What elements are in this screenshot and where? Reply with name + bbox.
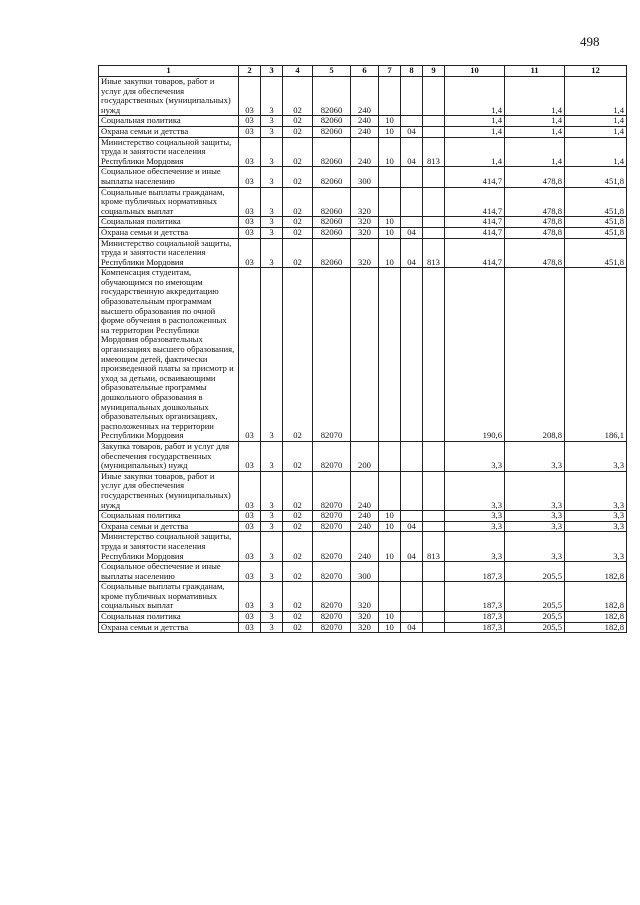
cell-value-col10: 414,7 [445, 217, 505, 228]
cell-col4: 02 [283, 126, 313, 137]
cell-target-code: 82070 [313, 562, 351, 582]
cell-target-code: 82070 [313, 268, 351, 442]
row-name: Министерство социальной защиты, труда и занятости населения Республики Мордовия [99, 532, 239, 562]
table-row [99, 217, 627, 228]
cell-value-col11: 478,8 [505, 238, 565, 268]
cell-col2: 03 [239, 238, 261, 268]
cell-expense-type: 240 [351, 126, 379, 137]
cell-value-col11: 205,5 [505, 622, 565, 633]
cell-value-col12: 1,4 [565, 77, 627, 116]
row-name: Охрана семьи и детства [99, 622, 239, 633]
table-row [99, 521, 627, 532]
cell-value-col11: 205,5 [505, 612, 565, 623]
cell-expense-type: 240 [351, 511, 379, 522]
cell-col4: 02 [283, 532, 313, 562]
cell-target-code: 82070 [313, 622, 351, 633]
cell-value-col12: 451,8 [565, 227, 627, 238]
cell-ministry-code [423, 217, 445, 228]
table-row [99, 582, 627, 612]
cell-value-col11: 478,8 [505, 187, 565, 217]
column-header: 1 [99, 66, 239, 77]
cell-col3: 3 [261, 77, 283, 116]
cell-target-code: 82060 [313, 187, 351, 217]
cell-subsection: 04 [401, 227, 423, 238]
cell-expense-type: 300 [351, 562, 379, 582]
cell-expense-type: 320 [351, 187, 379, 217]
cell-expense-type: 320 [351, 612, 379, 623]
table-row [99, 622, 627, 633]
cell-value-col11: 478,8 [505, 227, 565, 238]
cell-col3: 3 [261, 137, 283, 167]
cell-expense-type: 320 [351, 622, 379, 633]
cell-col2: 03 [239, 532, 261, 562]
cell-section [379, 562, 401, 582]
column-header: 6 [351, 66, 379, 77]
column-header: 12 [565, 66, 627, 77]
cell-col4: 02 [283, 227, 313, 238]
row-name: Социальные выплаты гражданам, кроме публичных нормативных социальных выплат [99, 582, 239, 612]
table-row [99, 187, 627, 217]
cell-subsection [401, 511, 423, 522]
cell-col2: 03 [239, 126, 261, 137]
cell-value-col12: 182,8 [565, 622, 627, 633]
cell-value-col10: 414,7 [445, 187, 505, 217]
column-header: 9 [423, 66, 445, 77]
cell-subsection: 04 [401, 137, 423, 167]
cell-target-code: 82070 [313, 582, 351, 612]
cell-col2: 03 [239, 582, 261, 612]
cell-section: 10 [379, 227, 401, 238]
row-name: Иные закупки товаров, работ и услуг для обеспечения государственных (муниципальных) нужд [99, 77, 239, 116]
cell-col4: 02 [283, 612, 313, 623]
cell-ministry-code [423, 511, 445, 522]
cell-col3: 3 [261, 471, 283, 510]
cell-section: 10 [379, 511, 401, 522]
cell-expense-type: 320 [351, 238, 379, 268]
cell-col3: 3 [261, 126, 283, 137]
cell-expense-type: 320 [351, 217, 379, 228]
cell-col4: 02 [283, 217, 313, 228]
cell-value-col10: 1,4 [445, 126, 505, 137]
cell-value-col10: 1,4 [445, 116, 505, 127]
cell-subsection: 04 [401, 126, 423, 137]
cell-ministry-code [423, 167, 445, 187]
cell-col2: 03 [239, 167, 261, 187]
cell-section: 10 [379, 116, 401, 127]
cell-subsection [401, 582, 423, 612]
cell-section [379, 187, 401, 217]
cell-col4: 02 [283, 622, 313, 633]
cell-value-col12: 3,3 [565, 441, 627, 471]
cell-section [379, 582, 401, 612]
cell-section: 10 [379, 622, 401, 633]
table-body [99, 77, 627, 633]
cell-value-col11: 3,3 [505, 532, 565, 562]
cell-value-col10: 187,3 [445, 612, 505, 623]
cell-value-col10: 3,3 [445, 532, 505, 562]
cell-value-col11: 478,8 [505, 167, 565, 187]
cell-value-col12: 3,3 [565, 532, 627, 562]
cell-target-code: 82060 [313, 227, 351, 238]
cell-value-col11: 3,3 [505, 521, 565, 532]
row-name: Социальная политика [99, 511, 239, 522]
cell-subsection [401, 471, 423, 510]
cell-expense-type: 240 [351, 532, 379, 562]
cell-value-col10: 3,3 [445, 441, 505, 471]
cell-col4: 02 [283, 167, 313, 187]
row-name: Иные закупки товаров, работ и услуг для обеспечения государственных (муниципальных) нужд [99, 471, 239, 510]
cell-col4: 02 [283, 268, 313, 442]
cell-col3: 3 [261, 511, 283, 522]
table-row [99, 167, 627, 187]
cell-section: 10 [379, 532, 401, 562]
table-row [99, 441, 627, 471]
cell-value-col10: 187,3 [445, 582, 505, 612]
table-row [99, 511, 627, 522]
cell-subsection [401, 268, 423, 442]
cell-ministry-code: 813 [423, 532, 445, 562]
cell-ministry-code [423, 116, 445, 127]
cell-value-col10: 414,7 [445, 238, 505, 268]
row-name: Социальные выплаты гражданам, кроме публичных нормативных социальных выплат [99, 187, 239, 217]
cell-value-col12: 451,8 [565, 187, 627, 217]
cell-value-col12: 186,1 [565, 268, 627, 442]
table-header-row [99, 66, 627, 77]
cell-col2: 03 [239, 268, 261, 442]
table-row [99, 116, 627, 127]
cell-col3: 3 [261, 521, 283, 532]
table-row [99, 562, 627, 582]
cell-ministry-code [423, 77, 445, 116]
cell-col4: 02 [283, 471, 313, 510]
cell-section: 10 [379, 137, 401, 167]
cell-subsection [401, 167, 423, 187]
cell-target-code: 82060 [313, 238, 351, 268]
cell-value-col12: 182,8 [565, 612, 627, 623]
cell-value-col10: 414,7 [445, 167, 505, 187]
cell-target-code: 82060 [313, 77, 351, 116]
cell-section [379, 471, 401, 510]
cell-value-col11: 205,5 [505, 582, 565, 612]
cell-expense-type: 320 [351, 582, 379, 612]
row-name: Социальная политика [99, 116, 239, 127]
cell-value-col12: 3,3 [565, 521, 627, 532]
cell-section: 10 [379, 238, 401, 268]
cell-col3: 3 [261, 622, 283, 633]
cell-target-code: 82070 [313, 471, 351, 510]
cell-col3: 3 [261, 612, 283, 623]
cell-value-col12: 182,8 [565, 562, 627, 582]
cell-col2: 03 [239, 77, 261, 116]
row-name: Министерство социальной защиты, труда и занятости населения Республики Мордовия [99, 238, 239, 268]
cell-col2: 03 [239, 116, 261, 127]
cell-section: 10 [379, 126, 401, 137]
cell-target-code: 82070 [313, 521, 351, 532]
cell-expense-type: 240 [351, 521, 379, 532]
cell-value-col11: 205,5 [505, 562, 565, 582]
cell-subsection [401, 217, 423, 228]
column-header: 11 [505, 66, 565, 77]
cell-col3: 3 [261, 167, 283, 187]
cell-ministry-code [423, 471, 445, 510]
table-row [99, 532, 627, 562]
column-header: 5 [313, 66, 351, 77]
cell-ministry-code [423, 227, 445, 238]
cell-value-col10: 187,3 [445, 622, 505, 633]
cell-expense-type: 240 [351, 471, 379, 510]
cell-subsection [401, 441, 423, 471]
table-row [99, 77, 627, 116]
cell-ministry-code [423, 521, 445, 532]
cell-value-col12: 451,8 [565, 217, 627, 228]
cell-expense-type: 320 [351, 227, 379, 238]
row-name: Охрана семьи и детства [99, 227, 239, 238]
cell-section [379, 441, 401, 471]
cell-target-code: 82070 [313, 612, 351, 623]
cell-col4: 02 [283, 562, 313, 582]
table-row [99, 268, 627, 442]
cell-ministry-code [423, 441, 445, 471]
cell-ministry-code [423, 582, 445, 612]
cell-ministry-code [423, 126, 445, 137]
cell-col2: 03 [239, 217, 261, 228]
cell-col2: 03 [239, 511, 261, 522]
column-header: 10 [445, 66, 505, 77]
cell-value-col11: 3,3 [505, 441, 565, 471]
cell-target-code: 82060 [313, 126, 351, 137]
cell-value-col12: 1,4 [565, 116, 627, 127]
cell-target-code: 82060 [313, 116, 351, 127]
cell-col4: 02 [283, 116, 313, 127]
row-name: Министерство социальной защиты, труда и занятости населения Республики Мордовия [99, 137, 239, 167]
cell-col2: 03 [239, 622, 261, 633]
cell-value-col10: 1,4 [445, 137, 505, 167]
cell-value-col11: 1,4 [505, 77, 565, 116]
cell-subsection [401, 562, 423, 582]
row-name: Социальная политика [99, 217, 239, 228]
cell-col4: 02 [283, 511, 313, 522]
cell-value-col11: 1,4 [505, 116, 565, 127]
table-row [99, 238, 627, 268]
cell-subsection [401, 116, 423, 127]
cell-col4: 02 [283, 238, 313, 268]
cell-ministry-code: 813 [423, 238, 445, 268]
cell-ministry-code [423, 612, 445, 623]
row-name: Социальное обеспечение и иные выплаты населению [99, 167, 239, 187]
cell-subsection: 04 [401, 521, 423, 532]
cell-value-col12: 1,4 [565, 126, 627, 137]
cell-expense-type: 240 [351, 137, 379, 167]
cell-value-col12: 3,3 [565, 471, 627, 510]
cell-ministry-code: 813 [423, 137, 445, 167]
cell-col4: 02 [283, 187, 313, 217]
cell-value-col12: 182,8 [565, 582, 627, 612]
cell-value-col10: 3,3 [445, 471, 505, 510]
cell-target-code: 82060 [313, 217, 351, 228]
cell-col4: 02 [283, 77, 313, 116]
cell-col3: 3 [261, 562, 283, 582]
cell-section [379, 77, 401, 116]
cell-expense-type: 240 [351, 116, 379, 127]
cell-subsection [401, 77, 423, 116]
row-name: Закупка товаров, работ и услуг для обеспечения государственных (муниципальных) нужд [99, 441, 239, 471]
cell-expense-type: 240 [351, 77, 379, 116]
cell-section [379, 268, 401, 442]
cell-col2: 03 [239, 471, 261, 510]
cell-col3: 3 [261, 187, 283, 217]
cell-target-code: 82070 [313, 532, 351, 562]
column-header: 7 [379, 66, 401, 77]
row-name: Социальная политика [99, 612, 239, 623]
cell-col3: 3 [261, 116, 283, 127]
cell-section: 10 [379, 521, 401, 532]
column-header: 3 [261, 66, 283, 77]
column-header: 8 [401, 66, 423, 77]
cell-value-col12: 451,8 [565, 167, 627, 187]
cell-expense-type: 200 [351, 441, 379, 471]
cell-value-col10: 414,7 [445, 227, 505, 238]
cell-col3: 3 [261, 268, 283, 442]
row-name: Охрана семьи и детства [99, 126, 239, 137]
cell-col4: 02 [283, 441, 313, 471]
cell-value-col12: 1,4 [565, 137, 627, 167]
cell-section [379, 167, 401, 187]
cell-value-col10: 3,3 [445, 511, 505, 522]
cell-ministry-code [423, 187, 445, 217]
cell-col3: 3 [261, 582, 283, 612]
cell-col2: 03 [239, 521, 261, 532]
cell-col4: 02 [283, 137, 313, 167]
cell-col4: 02 [283, 521, 313, 532]
cell-col3: 3 [261, 238, 283, 268]
cell-value-col10: 3,3 [445, 521, 505, 532]
cell-ministry-code [423, 562, 445, 582]
cell-value-col12: 3,3 [565, 511, 627, 522]
cell-target-code: 82060 [313, 137, 351, 167]
cell-col3: 3 [261, 441, 283, 471]
cell-col3: 3 [261, 227, 283, 238]
cell-col2: 03 [239, 441, 261, 471]
cell-value-col11: 3,3 [505, 511, 565, 522]
budget-table [98, 65, 627, 633]
row-name: Социальное обеспечение и иные выплаты населению [99, 562, 239, 582]
cell-value-col10: 190,6 [445, 268, 505, 442]
cell-subsection: 04 [401, 238, 423, 268]
row-name: Охрана семьи и детства [99, 521, 239, 532]
cell-subsection: 04 [401, 532, 423, 562]
cell-target-code: 82070 [313, 511, 351, 522]
cell-target-code: 82070 [313, 441, 351, 471]
cell-col2: 03 [239, 137, 261, 167]
cell-value-col11: 1,4 [505, 137, 565, 167]
cell-expense-type [351, 268, 379, 442]
cell-value-col10: 1,4 [445, 77, 505, 116]
cell-target-code: 82060 [313, 167, 351, 187]
page-number: 498 [580, 34, 600, 49]
cell-col2: 03 [239, 187, 261, 217]
cell-value-col11: 3,3 [505, 471, 565, 510]
cell-ministry-code [423, 622, 445, 633]
cell-subsection: 04 [401, 622, 423, 633]
cell-expense-type: 300 [351, 167, 379, 187]
cell-value-col10: 187,3 [445, 562, 505, 582]
cell-value-col11: 1,4 [505, 126, 565, 137]
cell-col2: 03 [239, 612, 261, 623]
cell-col4: 02 [283, 582, 313, 612]
cell-subsection [401, 612, 423, 623]
cell-col3: 3 [261, 532, 283, 562]
cell-section: 10 [379, 612, 401, 623]
table-row [99, 612, 627, 623]
table-row [99, 471, 627, 510]
cell-section: 10 [379, 217, 401, 228]
table-row [99, 227, 627, 238]
cell-col2: 03 [239, 562, 261, 582]
cell-value-col12: 451,8 [565, 238, 627, 268]
cell-col2: 03 [239, 227, 261, 238]
cell-subsection [401, 187, 423, 217]
column-header: 2 [239, 66, 261, 77]
cell-col3: 3 [261, 217, 283, 228]
table-row [99, 137, 627, 167]
cell-value-col11: 478,8 [505, 217, 565, 228]
row-name: Компенсация студентам, обучающимся по имеющим государственную аккредитацию образовательным программам высшего образования по очной форме обучения в расположенных на территории Республики Мордовия образовательных организациях высшего образования, имеющим детей, фактически произведенной платы за присмотр и уход за детьми, осваивающими образовательные программы дошкольного образования в муниципальных дошкольных образовательных организациях, расположенных на территории Республики Мордовия [99, 268, 239, 442]
cell-ministry-code [423, 268, 445, 442]
column-header: 4 [283, 66, 313, 77]
table-row [99, 126, 627, 137]
cell-value-col11: 208,8 [505, 268, 565, 442]
